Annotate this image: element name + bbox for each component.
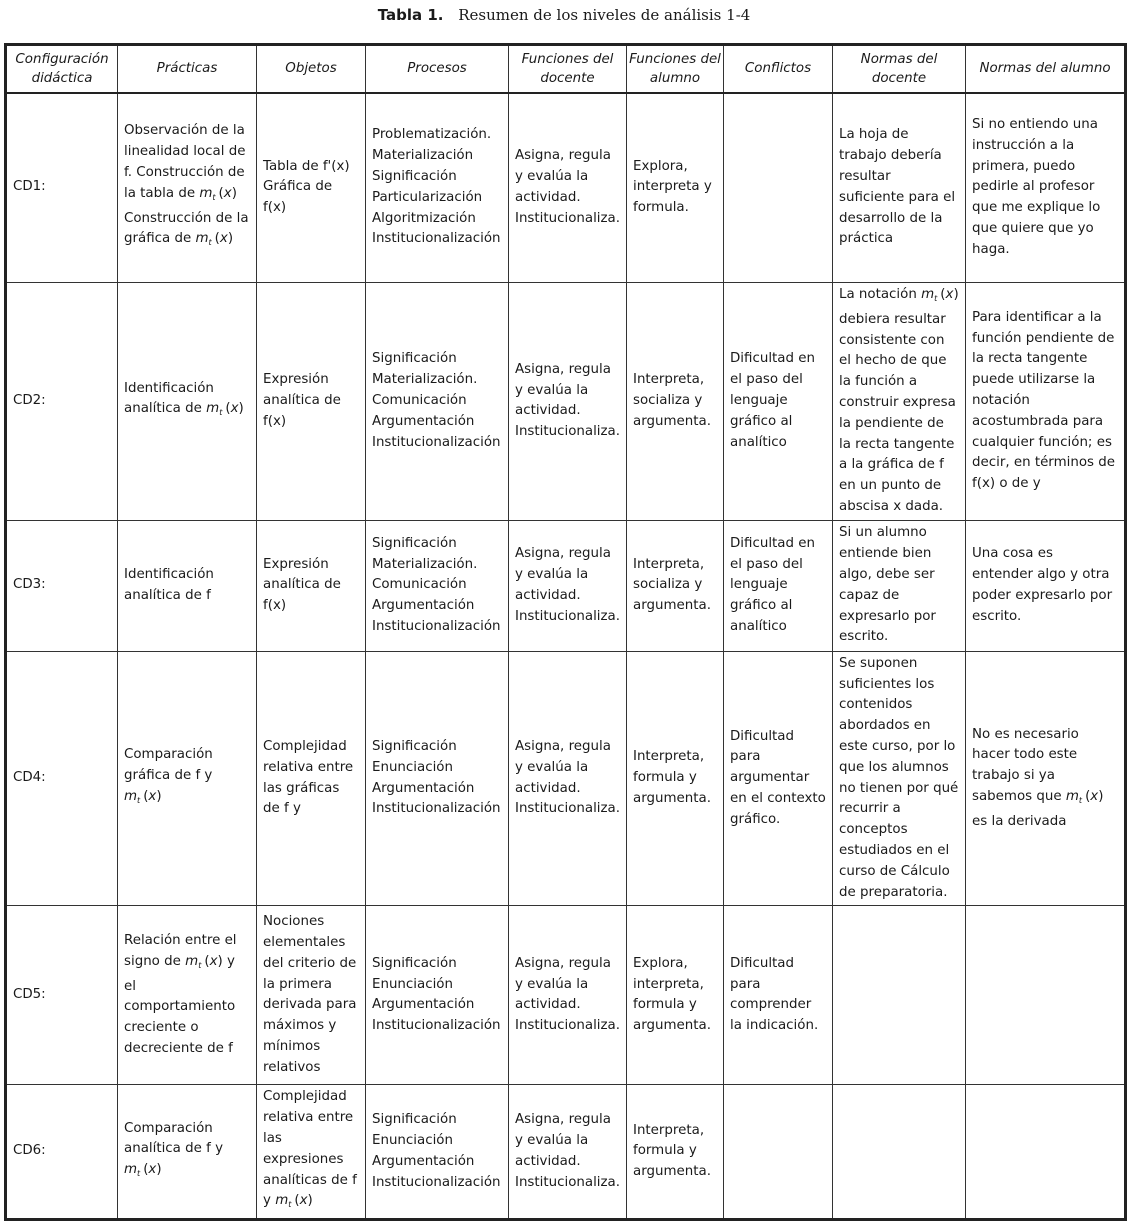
analysis-table: [4, 43, 1127, 1221]
header-conflictos: Conflictos: [724, 45, 833, 93]
table-row: [6, 1085, 1126, 1220]
practicas-cell: Identificación analítica de f: [118, 520, 257, 651]
practicas-cell: Comparación analítica de f y $m_t$ (x): [118, 1085, 257, 1220]
procesos-cell: Problematización. Materialización Significación Particularización Algoritmización Institucionalización: [366, 93, 509, 283]
cd-cell: CD6:: [6, 1085, 118, 1220]
table-row: [6, 906, 1126, 1085]
normas-alumno-cell: [966, 1085, 1126, 1220]
cd-cell: CD5:: [6, 906, 118, 1085]
conflictos-cell: Dificultad para comprender la indicación.: [724, 906, 833, 1085]
funciones-alumno-cell: Explora, interpreta y formula.: [627, 93, 724, 283]
normas-docente-cell: Se suponen suficientes los contenidos abordados en este curso, por lo que los alumnos no tienen por qué recurrir a conceptos estudiados en el curso de Cálculo de preparatoria.: [833, 651, 966, 906]
funciones-alumno-cell: Interpreta, formula y argumenta.: [627, 651, 724, 906]
funciones-alumno-cell: Explora, interpreta, formula y argumenta.: [627, 906, 724, 1085]
funciones-alumno-cell: Interpreta, socializa y argumenta.: [627, 520, 724, 651]
header-row: [6, 45, 1126, 93]
header-procesos: Procesos: [366, 45, 509, 93]
funciones-docente-cell: Asigna, regula y evalúa la actividad. Institucionaliza.: [509, 1085, 627, 1220]
table-row: [6, 651, 1126, 906]
normas-alumno-cell: Una cosa es entender algo y otra poder expresarlo por escrito.: [966, 520, 1126, 651]
caption-label: Tabla 1.: [377, 6, 444, 24]
header-practicas: Prácticas: [118, 45, 257, 93]
procesos-cell: Significación Enunciación Argumentación Institucionalización: [366, 1085, 509, 1220]
header-funciones-alumno: Funciones del alumno: [627, 45, 724, 93]
table-row: [6, 283, 1126, 521]
funciones-docente-cell: Asigna, regula y evalúa la actividad. Institucionaliza.: [509, 651, 627, 906]
normas-docente-cell: Si un alumno entiende bien algo, debe ser capaz de expresarlo por escrito.: [833, 520, 966, 651]
cd-cell: CD4:: [6, 651, 118, 906]
practicas-cell: Identificación analítica de $m_t$ (x): [118, 283, 257, 521]
cd-cell: CD1:: [6, 93, 118, 283]
normas-alumno-cell: [966, 906, 1126, 1085]
objetos-cell: Complejidad relativa entre las gráficas de f y: [257, 651, 366, 906]
cd-cell: CD2:: [6, 283, 118, 521]
practicas-cell: Observación de la linealidad local de f. Construcción de la tabla de $m_t$ (x) Construcción de la gráfica de $m_t$ (x): [118, 93, 257, 283]
conflictos-cell: [724, 93, 833, 283]
caption-title: Resumen de los niveles de análisis 1-4: [458, 6, 751, 24]
procesos-cell: Significación Enunciación Argumentación Institucionalización: [366, 906, 509, 1085]
table-row: [6, 93, 1126, 283]
objetos-cell: Tabla de f'(x) Gráfica de f(x): [257, 93, 366, 283]
objetos-cell: Expresión analítica de f(x): [257, 520, 366, 651]
funciones-alumno-cell: Interpreta, socializa y argumenta.: [627, 283, 724, 521]
procesos-cell: Significación Enunciación Argumentación Institucionalización: [366, 651, 509, 906]
objetos-cell: Nociones elementales del criterio de la primera derivada para máximos y mínimos relativos: [257, 906, 366, 1085]
normas-alumno-cell: No es necesario hacer todo este trabajo si ya sabemos que $m_t$ (x) es la derivada: [966, 651, 1126, 906]
funciones-alumno-cell: Interpreta, formula y argumenta.: [627, 1085, 724, 1220]
practicas-cell: Comparación gráfica de f y $m_t$ (x): [118, 651, 257, 906]
funciones-docente-cell: Asigna, regula y evalúa la actividad. Institucionaliza.: [509, 520, 627, 651]
cd-cell: CD3:: [6, 520, 118, 651]
practicas-cell: Relación entre el signo de $m_t$ (x) y el comportamiento creciente o decreciente de f: [118, 906, 257, 1085]
funciones-docente-cell: Asigna, regula y evalúa la actividad. Institucionaliza.: [509, 906, 627, 1085]
normas-docente-cell: La hoja de trabajo debería resultar suficiente para el desarrollo de la práctica: [833, 93, 966, 283]
funciones-docente-cell: Asigna, regula y evalúa la actividad. Institucionaliza.: [509, 283, 627, 521]
procesos-cell: Significación Materialización. Comunicación Argumentación Institucionalización: [366, 283, 509, 521]
normas-docente-cell: La notación $m_t$ (x) debiera resultar consistente con el hecho de que la función a construir expresa la pendiente de la recta tangente a la gráfica de f en un punto de abscisa x dada.: [833, 283, 966, 521]
normas-alumno-cell: Si no entiendo una instrucción a la primera, puedo pedirle al profesor que me explique lo que quiere que yo haga.: [966, 93, 1126, 283]
header-configuracion: Configuración didáctica: [6, 45, 118, 93]
normas-docente-cell: [833, 1085, 966, 1220]
header-objetos: Objetos: [257, 45, 366, 93]
conflictos-cell: Dificultad para argumentar en el contexto gráfico.: [724, 651, 833, 906]
objetos-cell: Complejidad relativa entre las expresiones analíticas de f y $m_t$ (x): [257, 1085, 366, 1220]
conflictos-cell: Dificultad en el paso del lenguaje gráfico al analítico: [724, 520, 833, 651]
header-funciones-docente: Funciones del docente: [509, 45, 627, 93]
table-caption: [0, 4, 1128, 26]
normas-docente-cell: [833, 906, 966, 1085]
funciones-docente-cell: Asigna, regula y evalúa la actividad. Institucionaliza.: [509, 93, 627, 283]
conflictos-cell: Dificultad en el paso del lenguaje gráfico al analítico: [724, 283, 833, 521]
conflictos-cell: [724, 1085, 833, 1220]
normas-alumno-cell: Para identificar a la función pendiente de la recta tangente puede utilizarse la notación acostumbrada para cualquier función; es decir, en términos de f(x) o de y: [966, 283, 1126, 521]
procesos-cell: Significación Materialización. Comunicación Argumentación Institucionalización: [366, 520, 509, 651]
header-normas-docente: Normas del docente: [833, 45, 966, 93]
table-row: [6, 520, 1126, 651]
header-normas-alumno: Normas del alumno: [966, 45, 1126, 93]
objetos-cell: Expresión analítica de f(x): [257, 283, 366, 521]
